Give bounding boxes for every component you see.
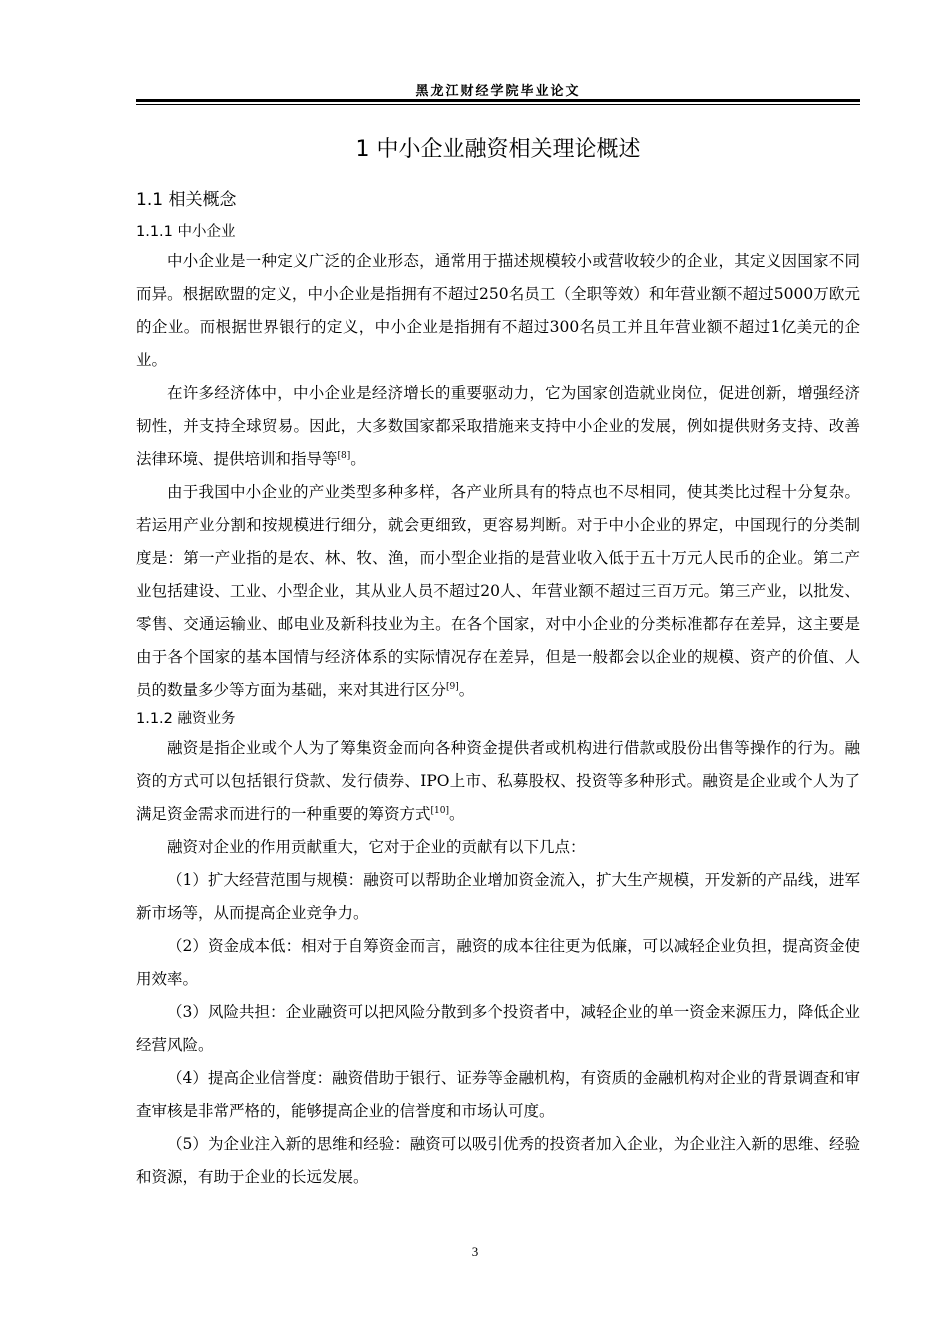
header-rule-thick	[136, 99, 860, 102]
page-content	[136, 124, 860, 1194]
subsection-heading: 1.1.1 中小企业	[136, 224, 236, 240]
page-number: 3	[471, 1244, 479, 1259]
paragraph: 由于我国中小企业的产业类型多种多样，各产业所具有的特点也不尽相同，使其类比过程十分复杂。若运用产业分割和按规模进行细分，就会更细致，更容易判断。对于中小企业的界定，中国现行的分类制度是：第一产业指的是农、林、牧、渔，而小型企业指的是营业收入低于五十万元人民币的企业。第二产业包括建设、工业、小型企业，其从业人员不超过20人、年营业额不超过三百万元。第三产业，以批发、零售、交通运输业、邮电业及新科技业为主。在各个国家，对中小企业的分类标准都存在差异，这主要是由于各个国家的基本国情与经济体系的实际情况存在差异，但是一般都会以企业的规模、资产的价值、人员的数量多少等方面为基础，来对其进行区分[9]。	[136, 483, 860, 699]
paragraph: 融资对企业的作用贡献重大，它对于企业的贡献有以下几点：	[167, 838, 586, 856]
list-item: （4）提高企业信誉度：融资借助于银行、证券等金融机构，有资质的金融机构对企业的背景调查和审查审核是非常严格的，能够提高企业的信誉度和市场认可度。	[136, 1069, 860, 1120]
list-item: （5）为企业注入新的思维和经验：融资可以吸引优秀的投资者加入企业，为企业注入新的思维、经验和资源，有助于企业的长远发展。	[136, 1135, 860, 1186]
citation: [10]	[430, 805, 449, 816]
header-rule-thin	[136, 104, 860, 105]
list-item: （1）扩大经营范围与规模：融资可以帮助企业增加资金流入，扩大生产规模，开发新的产品线，进军新市场等，从而提高企业竞争力。	[136, 871, 860, 922]
citation: [8]	[337, 450, 351, 461]
paragraph: 融资是指企业或个人为了筹集资金而向各种资金提供者或机构进行借款或股份出售等操作的行为。融资的方式可以包括银行贷款、发行债券、IPO上市、私募股权、投资等多种形式。融资是企业或个人为了满足资金需求而进行的一种重要的筹资方式[10]。	[136, 739, 860, 823]
citation: [9]	[446, 681, 459, 692]
paragraph: 在许多经济体中，中小企业是经济增长的重要驱动力，它为国家创造就业岗位，促进创新，增强经济韧性，并支持全球贸易。因此，大多数国家都采取措施来支持中小企业的发展，例如提供财务支持、改善法律环境、提供培训和指导等[8]。	[136, 384, 860, 468]
paragraph: 中小企业是一种定义广泛的企业形态，通常用于描述规模较小或营收较少的企业，其定义因国家不同而异。根据欧盟的定义，中小企业是指拥有不超过250名员工（全职等效）和年营业额不超过5000万欧元的企业。而根据世界银行的定义，中小企业是指拥有不超过300名员工并且年营业额不超过1亿美元的企业。	[136, 252, 860, 369]
section-heading: 1.1 相关概念	[136, 190, 237, 210]
running-header: 黑龙江财经学院毕业论文	[415, 84, 581, 99]
list-item: （2）资金成本低：相对于自筹资金而言，融资的成本往往更为低廉，可以减轻企业负担，提高资金使用效率。	[136, 937, 860, 988]
list-item: （3）风险共担：企业融资可以把风险分散到多个投资者中，减轻企业的单一资金来源压力，降低企业经营风险。	[136, 1003, 860, 1054]
chapter-title: 1 中小企业融资相关理论概述	[355, 137, 641, 162]
subsection-heading: 1.1.2 融资业务	[136, 711, 236, 727]
